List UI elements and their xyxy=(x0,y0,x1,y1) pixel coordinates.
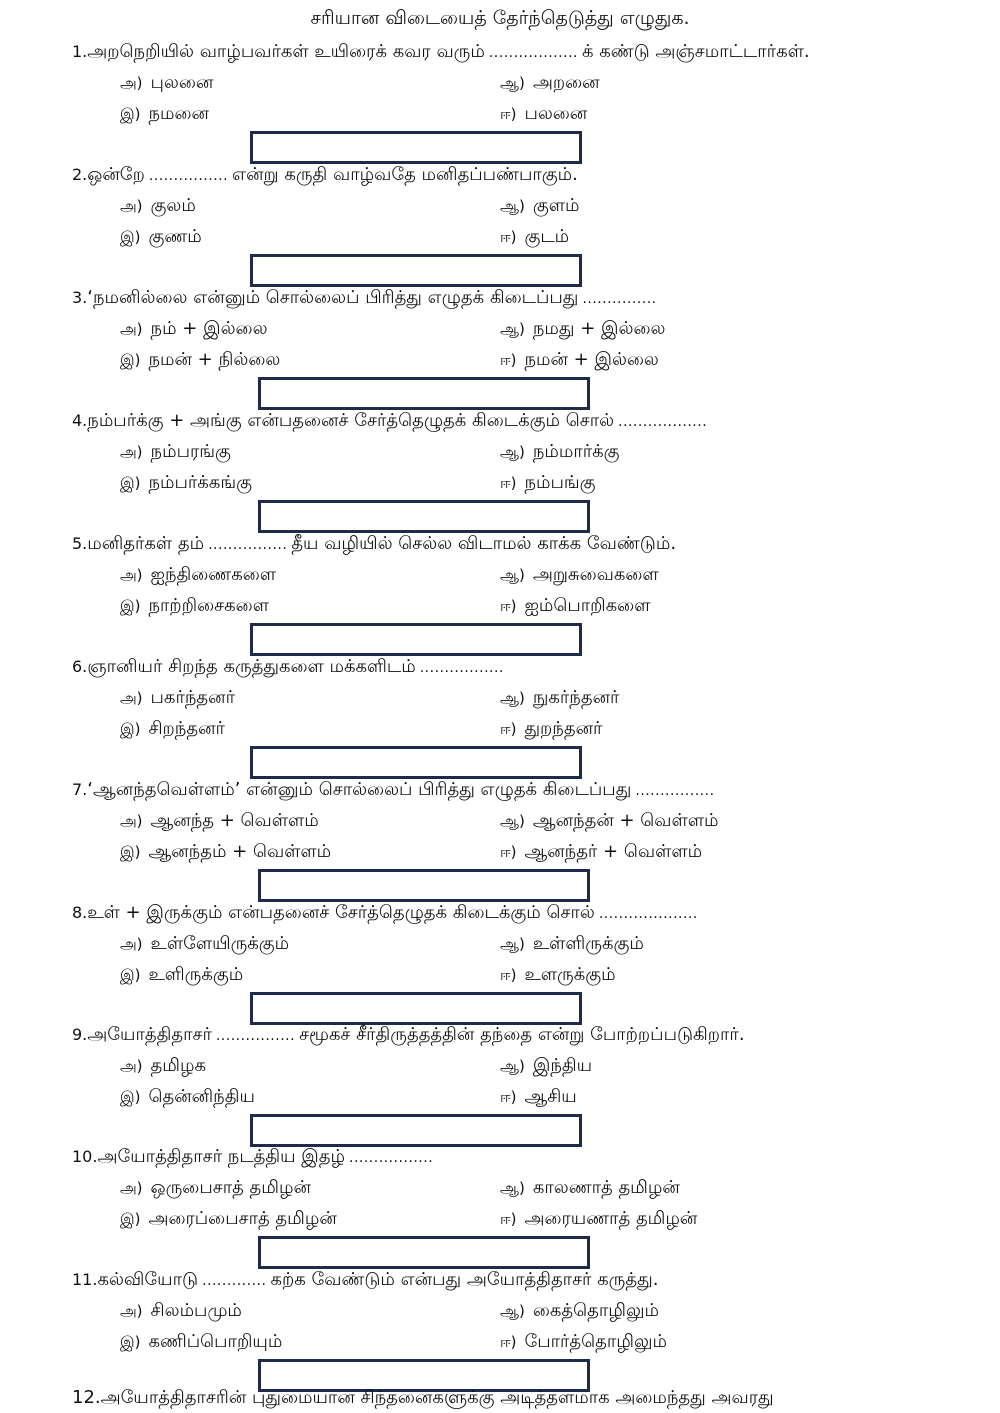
question-prefix: நம்பர்க்கு + அங்கு என்பதனைச் சேர்த்தெழுதக் கிடைக்கும் சொல் xyxy=(87,410,615,431)
option-text: அறுசுவைகளை xyxy=(532,564,659,585)
fill-in-blank: ................ xyxy=(208,537,288,553)
option-3[interactable] xyxy=(120,592,269,620)
question-5 xyxy=(0,530,1000,653)
answer-box[interactable] xyxy=(250,131,582,164)
option-label: இ) xyxy=(120,966,141,984)
question-number: 5. xyxy=(72,534,88,553)
answer-box[interactable] xyxy=(250,623,582,656)
question-text xyxy=(72,407,960,436)
option-4[interactable] xyxy=(500,346,659,374)
option-3[interactable] xyxy=(120,1083,255,1111)
option-label: அ) xyxy=(120,1057,143,1075)
option-text: நமது + இல்லை xyxy=(532,318,666,339)
option-text: கணிப்பொறியும் xyxy=(148,1331,283,1352)
question-12 xyxy=(72,1384,774,1412)
question-number: 8. xyxy=(72,903,88,922)
fill-in-blank: ............. xyxy=(202,1273,267,1289)
option-text: ஆசிய xyxy=(524,1086,577,1107)
question-number: 11. xyxy=(72,1270,98,1289)
question-text xyxy=(72,776,960,805)
option-4[interactable] xyxy=(500,100,587,128)
option-label: அ) xyxy=(120,935,143,953)
option-3[interactable] xyxy=(120,100,209,128)
option-1[interactable] xyxy=(120,1052,206,1080)
question-8 xyxy=(0,899,1000,1022)
option-label: இ) xyxy=(120,228,141,246)
option-3[interactable] xyxy=(120,346,280,374)
option-label: இ) xyxy=(120,351,141,369)
question-number: 9. xyxy=(72,1025,88,1044)
option-2[interactable] xyxy=(500,561,659,589)
option-text: போர்த்தொழிலும் xyxy=(524,1331,668,1352)
option-label: இ) xyxy=(120,1333,141,1351)
question-suffix: சமூகச் சீர்திருத்தத்தின் தந்தை என்று போற்றப்படுகிறார். xyxy=(299,1024,745,1045)
answer-box[interactable] xyxy=(258,869,590,902)
question-text xyxy=(72,530,960,559)
question-text: அயோத்திதாசரின் புதுமையான சிந்தனைகளுக்கு அடித்தளமாக அமைந்தது அவரது xyxy=(100,1387,774,1408)
option-text: குளம் xyxy=(532,195,580,216)
option-text: உளருக்கும் xyxy=(524,964,616,985)
question-1 xyxy=(0,38,1000,161)
answer-box[interactable] xyxy=(250,254,582,287)
option-label: ஆ) xyxy=(500,812,525,830)
option-label: அ) xyxy=(120,689,143,707)
option-text: உள்ளேயிருக்கும் xyxy=(150,933,290,954)
fill-in-blank: ................ xyxy=(148,168,229,184)
option-text: ஆனந்தன் + வெள்ளம் xyxy=(532,810,719,831)
option-text: அரையணாத் தமிழன் xyxy=(524,1208,698,1229)
option-3[interactable] xyxy=(120,469,252,497)
fill-in-blank: .................. xyxy=(618,414,708,430)
option-text: ஆனந்த + வெள்ளம் xyxy=(150,810,319,831)
option-4[interactable] xyxy=(500,469,596,497)
question-number: 3. xyxy=(72,288,88,307)
question-text xyxy=(72,284,960,313)
fill-in-blank: .................... xyxy=(598,906,698,922)
option-4[interactable] xyxy=(500,961,616,989)
option-4[interactable] xyxy=(500,715,602,743)
option-label: அ) xyxy=(120,197,143,215)
option-text: துறந்தனர் xyxy=(524,718,603,739)
option-text: தமிழக xyxy=(150,1055,206,1076)
option-label: இ) xyxy=(120,843,141,861)
option-1[interactable] xyxy=(120,684,235,712)
answer-box[interactable] xyxy=(258,377,590,410)
question-number: 10. xyxy=(72,1147,98,1166)
option-text: நமன் + நில்லை xyxy=(148,349,281,370)
option-2[interactable] xyxy=(500,1297,659,1325)
option-label: இ) xyxy=(120,1088,141,1106)
option-2[interactable] xyxy=(500,807,719,835)
question-number: 7. xyxy=(72,780,88,799)
question-10 xyxy=(0,1143,1000,1266)
question-number: 12. xyxy=(72,1387,101,1408)
option-2[interactable] xyxy=(500,69,600,97)
option-label: இ) xyxy=(120,474,141,492)
option-4[interactable] xyxy=(500,1083,577,1111)
option-1[interactable] xyxy=(120,1297,242,1325)
option-3[interactable] xyxy=(120,715,225,743)
option-label: அ) xyxy=(120,1179,143,1197)
option-label: ஆ) xyxy=(500,935,525,953)
option-text: நுகர்ந்தனர் xyxy=(532,687,620,708)
answer-box[interactable] xyxy=(250,746,582,779)
question-text xyxy=(72,899,960,928)
option-label: ஆ) xyxy=(500,443,525,461)
question-text xyxy=(72,1266,960,1295)
option-text: நம் + இல்லை xyxy=(150,318,268,339)
question-number: 1. xyxy=(72,42,88,61)
option-label: ஈ) xyxy=(500,1088,517,1106)
option-label: ஆ) xyxy=(500,566,525,584)
option-3[interactable] xyxy=(120,223,202,251)
question-7 xyxy=(0,776,1000,899)
option-text: ஐம்பொறிகளை xyxy=(524,595,651,616)
option-2[interactable] xyxy=(500,1052,592,1080)
option-label: அ) xyxy=(120,74,143,92)
question-suffix: தீய வழியில் செல்ல விடாமல் காக்க வேண்டும். xyxy=(291,533,677,554)
question-text xyxy=(72,1143,960,1172)
question-prefix: அயோத்திதாசர் xyxy=(87,1024,212,1045)
option-1[interactable] xyxy=(120,192,196,220)
option-text: குலம் xyxy=(150,195,196,216)
page-title: சரியான விடையைத் தேர்ந்தெடுத்து எழுதுக. xyxy=(310,7,690,29)
option-2[interactable] xyxy=(500,1174,680,1202)
option-text: நாற்றிசைகளை xyxy=(148,595,269,616)
question-4 xyxy=(0,407,1000,530)
option-text: புலனை xyxy=(150,72,214,93)
option-text: நம்பங்கு xyxy=(524,472,596,493)
option-label: ஆ) xyxy=(500,74,525,92)
fill-in-blank: ................ xyxy=(635,783,715,799)
question-2 xyxy=(0,161,1000,284)
option-text: நமனை xyxy=(148,103,209,124)
fill-in-blank: ................. xyxy=(419,660,504,676)
option-1[interactable] xyxy=(120,438,231,466)
fill-in-blank: ................ xyxy=(215,1028,296,1044)
option-1[interactable] xyxy=(120,807,319,835)
question-number: 2. xyxy=(72,165,88,184)
option-label: இ) xyxy=(120,1210,141,1228)
question-text xyxy=(72,38,960,67)
fill-in-blank: ............... xyxy=(582,291,657,307)
option-1[interactable] xyxy=(120,1174,311,1202)
answer-box[interactable] xyxy=(258,500,590,533)
option-2[interactable] xyxy=(500,684,619,712)
option-label: ஆ) xyxy=(500,1057,525,1075)
option-3[interactable] xyxy=(120,1205,337,1233)
question-prefix: அறநெறியில் வாழ்பவர்கள் உயிரைக் கவர வரும் xyxy=(87,41,485,62)
option-3[interactable] xyxy=(120,1328,282,1356)
option-label: அ) xyxy=(120,443,143,461)
option-text: நமன் + இல்லை xyxy=(524,349,659,370)
option-label: ஈ) xyxy=(500,474,517,492)
option-text: நம்பரங்கு xyxy=(150,441,231,462)
option-2[interactable] xyxy=(500,192,579,220)
question-prefix: கல்வியோடு xyxy=(97,1269,199,1290)
option-text: குணம் xyxy=(148,226,202,247)
option-label: ஆ) xyxy=(500,320,525,338)
option-text: ஆனந்தர் + வெள்ளம் xyxy=(524,841,703,862)
option-text: கைத்தொழிலும் xyxy=(532,1300,659,1321)
option-1[interactable] xyxy=(120,315,268,343)
option-label: இ) xyxy=(120,720,141,738)
question-suffix: கற்க வேண்டும் என்பது அயோத்திதாசர் கருத்து. xyxy=(270,1269,659,1290)
option-label: ஈ) xyxy=(500,1333,517,1351)
option-label: ஆ) xyxy=(500,689,525,707)
option-label: ஈ) xyxy=(500,720,517,738)
option-text: நம்மார்க்கு xyxy=(532,441,620,462)
option-text: குடம் xyxy=(524,226,570,247)
option-label: அ) xyxy=(120,812,143,830)
option-text: உளிருக்கும் xyxy=(148,964,244,985)
question-prefix: உள் + இருக்கும் என்பதனைச் சேர்த்தெழுதக் கிடைக்கும் சொல் xyxy=(87,902,595,923)
option-label: ஈ) xyxy=(500,105,517,123)
question-prefix: ஒன்றே xyxy=(87,164,145,185)
option-text: காலணாத் தமிழன் xyxy=(532,1177,680,1198)
question-suffix: க் கண்டு அஞ்சமாட்டார்கள். xyxy=(581,41,810,62)
option-text: ஒருபைசாத் தமிழன் xyxy=(150,1177,311,1198)
option-4[interactable] xyxy=(500,1205,697,1233)
option-text: பகர்ந்தனர் xyxy=(150,687,235,708)
option-label: அ) xyxy=(120,320,143,338)
option-text: நம்பர்க்கங்கு xyxy=(148,472,252,493)
question-text xyxy=(72,1021,960,1050)
question-prefix: அயோத்திதாசர் நடத்திய இதழ் xyxy=(97,1146,345,1167)
question-number: 4. xyxy=(72,411,88,430)
option-2[interactable] xyxy=(500,438,620,466)
option-text: சிலம்பமும் xyxy=(150,1300,242,1321)
option-2[interactable] xyxy=(500,315,665,343)
option-text: இந்திய xyxy=(532,1055,593,1076)
option-text: அரைப்பைசாத் தமிழன் xyxy=(148,1208,337,1229)
option-3[interactable] xyxy=(120,838,331,866)
option-2[interactable] xyxy=(500,930,644,958)
option-text: சிறந்தனர் xyxy=(148,718,225,739)
question-prefix: ஞானியர் சிறந்த கருத்துகளை மக்களிடம் xyxy=(87,656,416,677)
question-prefix: மனிதர்கள் தம் xyxy=(87,533,205,554)
option-1[interactable] xyxy=(120,69,213,97)
option-label: இ) xyxy=(120,105,141,123)
option-label: ஆ) xyxy=(500,197,525,215)
question-text xyxy=(72,161,960,190)
fill-in-blank: .................. xyxy=(488,45,578,61)
option-label: அ) xyxy=(120,1302,143,1320)
fill-in-blank: ................. xyxy=(349,1150,434,1166)
option-label: ஆ) xyxy=(500,1302,525,1320)
answer-box[interactable] xyxy=(258,1236,590,1269)
option-text: உள்ளிருக்கும் xyxy=(532,933,644,954)
option-4[interactable] xyxy=(500,1328,667,1356)
question-11 xyxy=(0,1266,1000,1389)
option-label: இ) xyxy=(120,597,141,615)
question-suffix: என்று கருதி வாழ்வதே மனிதப்பண்பாகும். xyxy=(232,164,578,185)
option-text: தென்னிந்திய xyxy=(148,1086,255,1107)
option-label: ஈ) xyxy=(500,228,517,246)
option-4[interactable] xyxy=(500,838,702,866)
option-label: ஆ) xyxy=(500,1179,525,1197)
option-label: ஈ) xyxy=(500,843,517,861)
option-label: ஈ) xyxy=(500,1210,517,1228)
option-4[interactable] xyxy=(500,592,650,620)
option-4[interactable] xyxy=(500,223,569,251)
question-3 xyxy=(0,284,1000,407)
question-prefix: ‘நமனில்லை என்னும் சொல்லைப் பிரித்து எழுதக் கிடைப்பது xyxy=(87,287,579,308)
question-prefix: ‘ஆனந்தவெள்ளம்’ என்னும் சொல்லைப் பிரித்து எழுதக் கிடைப்பது xyxy=(87,779,632,800)
question-9 xyxy=(0,1021,1000,1144)
option-label: அ) xyxy=(120,566,143,584)
option-text: ஆனந்தம் + வெள்ளம் xyxy=(148,841,332,862)
question-6 xyxy=(0,653,1000,776)
option-text: அறனை xyxy=(532,72,600,93)
question-number: 6. xyxy=(72,657,88,676)
option-label: ஈ) xyxy=(500,597,517,615)
option-1[interactable] xyxy=(120,561,276,589)
option-text: பலனை xyxy=(524,103,588,124)
question-text xyxy=(72,653,960,682)
option-3[interactable] xyxy=(120,961,243,989)
option-label: ஈ) xyxy=(500,351,517,369)
option-label: ஈ) xyxy=(500,966,517,984)
option-1[interactable] xyxy=(120,930,289,958)
option-text: ஐந்திணைகளை xyxy=(150,564,277,585)
